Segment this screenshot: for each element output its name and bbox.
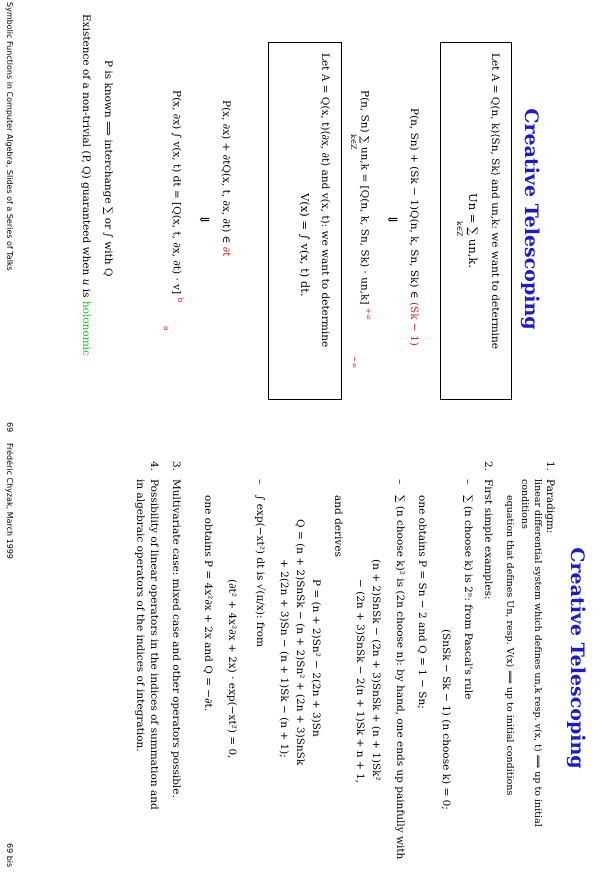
item-number: 3. [170, 461, 182, 472]
box-text: Let A = Q(n, k)⟨Sn, Sk⟩ and un,k: we want to determine [489, 53, 501, 349]
box-formula-sub: k∈Z [455, 221, 464, 237]
equation-text: P(n, Sn) ∑ un,k = [Q(n, k, Sn, Sk) · un,k] [358, 90, 371, 305]
example-P: P = (n + 2)Sn² − 2(2n + 3)Sn [310, 579, 322, 737]
slide-69 [0, 0, 612, 438]
example-result: one obtains P = Sn − 2 and Q = 1 − Sn; [416, 495, 428, 709]
equation-sum [358, 90, 372, 320]
continuous-box [268, 42, 342, 400]
item-number: 1. [544, 461, 556, 472]
equation-text: P(x, ∂x) + ∂tQ(x, t, ∂x, ∂t) ∈ [220, 100, 232, 244]
example-result: and derives [332, 495, 344, 557]
slide-69-bis [0, 439, 612, 877]
equation-telescoping-continuous [220, 100, 232, 256]
example-equation: (n + 2)SnSk − (2n + 3)SnSk + (n + 1)Sk² [370, 559, 382, 781]
example-Q: + 2(2n + 3)Sn − (n + 1)Sk − (n + 1); [278, 559, 290, 758]
implies-arrow: ⇓ [384, 214, 399, 225]
existence-var: u [80, 278, 92, 286]
example-equation: (SnSk − Sk − 1) (n choose k) = 0; [440, 629, 452, 810]
bullet-dash: – [462, 479, 474, 485]
equation-highlight: ∂t [220, 246, 232, 257]
page-number: 69 bis [5, 843, 14, 868]
sum-index: k∈Z [349, 134, 358, 150]
footer-author: Frédéric Chyzak, March 1999 [5, 443, 14, 560]
equation-telescoping-discrete [408, 108, 420, 346]
holonomic-term: holonomic [80, 300, 92, 356]
existence-text: Existence of a non-trivial (P, Q) guaranteed when [80, 14, 92, 276]
item-text: linear differential system which defines un,k resp. v(x, t) ⟹ up to initial [532, 479, 543, 827]
item-text: equation that defines Un, resp. V(x) ⟹ up to initial conditions [504, 495, 515, 796]
example-Q: Q = (n + 2)SnSk − (n + 2)Sn² + (2n + 3)SnSk [294, 519, 306, 766]
equation-integral [170, 90, 184, 302]
item-number: 2. [482, 461, 494, 472]
example-gaussian: ∫ exp(−xt²) dt is √(π/x): from [254, 495, 266, 648]
integral-lower: a [162, 326, 171, 331]
equation-text: P(x, ∂x) ∫ v(x, t) dt = [Q(x, t, ∂x, ∂t) · v] [170, 90, 183, 295]
item-text: in algebraic operators of the indices of integration. [134, 479, 146, 752]
existence-note [80, 14, 92, 356]
box-text: Let A = Q(x, t)⟨∂x, ∂t⟩ and v(x, t): we want to determine [319, 53, 331, 348]
existence-is: is [80, 288, 92, 298]
item-number: 4. [148, 461, 160, 472]
equation-highlight: (Sk − 1) [408, 301, 420, 346]
page-number: 69 [5, 422, 14, 433]
integral-upper: b [176, 297, 185, 303]
item-heading: First simple examples: [482, 479, 494, 600]
item-text: Multivariate case: mixed case and other operators possible. [170, 479, 182, 798]
item-heading: Paradigm: [544, 479, 556, 534]
example-result: one obtains P = 4x²∂x + 2x and Q = −∂t. [202, 495, 214, 712]
example-binomial: ∑ (n choose k) is 2ⁿ: from Pascal's rule [462, 495, 474, 700]
equation-bound: +∞ [364, 307, 373, 321]
footer-series: Symbolic Functions in Computer Algebra, Slides of a Series of Talks [5, 2, 14, 271]
example-equation: (∂t² + 4x²∂x + 2x) · exp(−xt²) = 0, [226, 579, 238, 759]
implies-arrow: ⇓ [196, 214, 211, 225]
item-text: conditions [519, 479, 530, 529]
interchange-note: P is known ⟹ interchange ∑ or ∫ with Q [102, 60, 114, 277]
box-formula: Un = ∑ un,k. [466, 193, 480, 269]
item-text: Possibility of linear operators in the indices of summation and [148, 479, 160, 810]
box-formula: V(x) = ∫ v(x, t) dt. [298, 193, 312, 297]
example-equation: − (2n + 3)SnSk − 2(n + 1)Sk + n + 1, [354, 579, 366, 783]
example-binomial-squared: ∑ (n choose k)² is (2n choose n): by hand, one ends up painfully with [394, 495, 406, 860]
slide-title: Creative Telescoping [520, 108, 542, 330]
discrete-box [440, 42, 512, 400]
bound-lower: −∞ [350, 356, 359, 369]
equation-text: P(n, Sn) + (Sk − 1)Q(n, k, Sn, Sk) ∈ [408, 108, 420, 299]
slide-title: Creative Telescoping [566, 547, 588, 769]
bullet-dash: – [394, 479, 406, 485]
bullet-dash: – [254, 479, 266, 485]
